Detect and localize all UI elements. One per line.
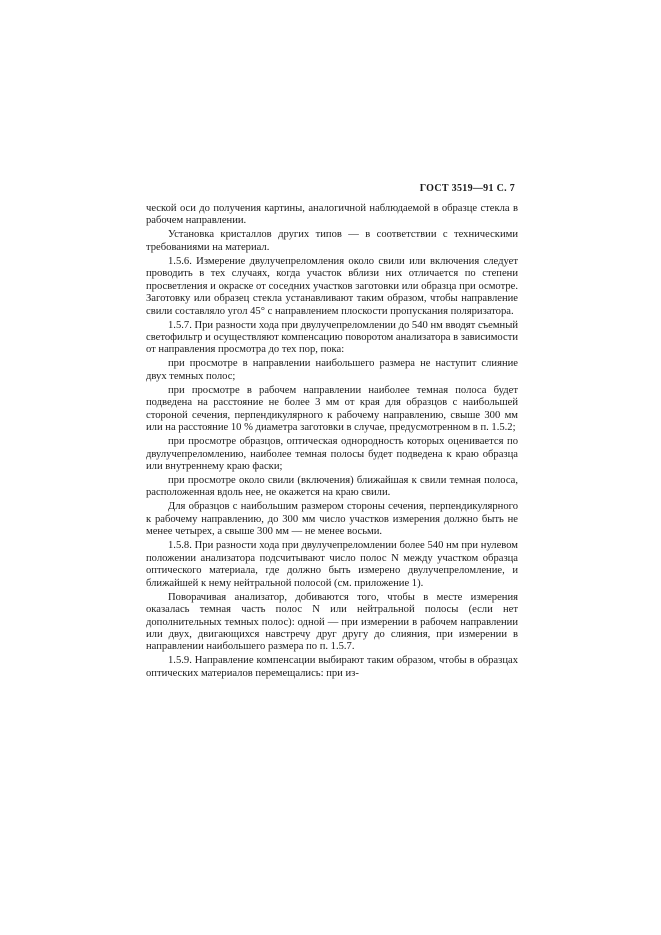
paragraph-1-5-6: 1.5.6. Измерение двулучепреломления около свили или включения следует проводить в тех случаях, когда участок вблизи них отличается по степени просветления и окраске от соседних участков заготовки или образца при осмотре. Заготовку или образец стекла устанавливают таким образом, чтобы направление свили составляло угол 45° с направлением плоскости пропускания поляризатора. (146, 255, 518, 317)
running-header: ГОСТ 3519—91 С. 7 (419, 183, 515, 194)
paragraph-1-5-7-item-1: при просмотре в направлении наибольшего размера не наступит слияние двух темных полос; (146, 358, 518, 382)
paragraph-1-5-8: 1.5.8. При разности хода при двулучепреломлении более 540 нм при нулевом положении анализатора подсчитывают число полос N между участком образца оптического материала, где должно быть измерено двулучепреломление, и ближайшей к нему нейтральной полосой (см. приложение 1). (146, 540, 518, 589)
text-column (146, 203, 518, 682)
paragraph-1-5-9: 1.5.9. Направление компенсации выбирают таким образом, чтобы в образцах оптических материалов перемещались: при из- (146, 655, 518, 679)
paragraph-1-5-7-item-2: при просмотре в рабочем направлении наиболее темная полоса будет подведена на расстояние не более 3 мм от края для образцов с наибольшей стороной сечения, перпендикулярного к рабочему направлению, свыше 300 мм или на расстояние 10 % диаметра заготовки в случае, предусмотренном в п. 1.5.2; (146, 384, 518, 434)
paragraph-analyzer-rotation: Поворачивая анализатор, добиваются того, чтобы в месте измерения оказалась темная часть полос N или нейтральной полосы (если нет дополнительных темных полос): одной — при измерении в рабочем направлении или двух, двигающихся навстречу друг другу до слияния, при измерении в направлении наибольшего размера по п. 1.5.7. (146, 591, 518, 653)
paragraph-1-5-7-item-3: при просмотре образцов, оптическая однородность которых оценивается по двулучепреломлению, наиболее темная полосы будет подведена к краю образца или внутреннему краю фаски; (146, 436, 518, 473)
paragraph-1-5-7-item-4: при просмотре около свили (включения) ближайшая к свили темная полоса, расположенная вдоль нее, не окажется на краю свили. (146, 475, 518, 499)
paragraph-1-5-7: 1.5.7. При разности хода при двулучепреломлении до 540 нм вводят съемный светофильтр и осуществляют компенсацию поворотом анализатора в зависимости от направления просмотра до тех пор, пока: (146, 319, 518, 356)
paragraph-continuation: ческой оси до получения картины, аналогичной наблюдаемой в образце стекла в рабочем направлении. (146, 203, 518, 227)
paragraph-measurement-areas: Для образцов с наибольшим размером стороны сечения, перпендикулярного к рабочему направлению, до 300 мм число участков измерения должно быть не менее четырех, а свыше 300 мм — не менее восьми. (146, 501, 518, 538)
paragraph-other-crystals: Установка кристаллов других типов — в соответствии с техническими требованиями на материал. (146, 229, 518, 253)
